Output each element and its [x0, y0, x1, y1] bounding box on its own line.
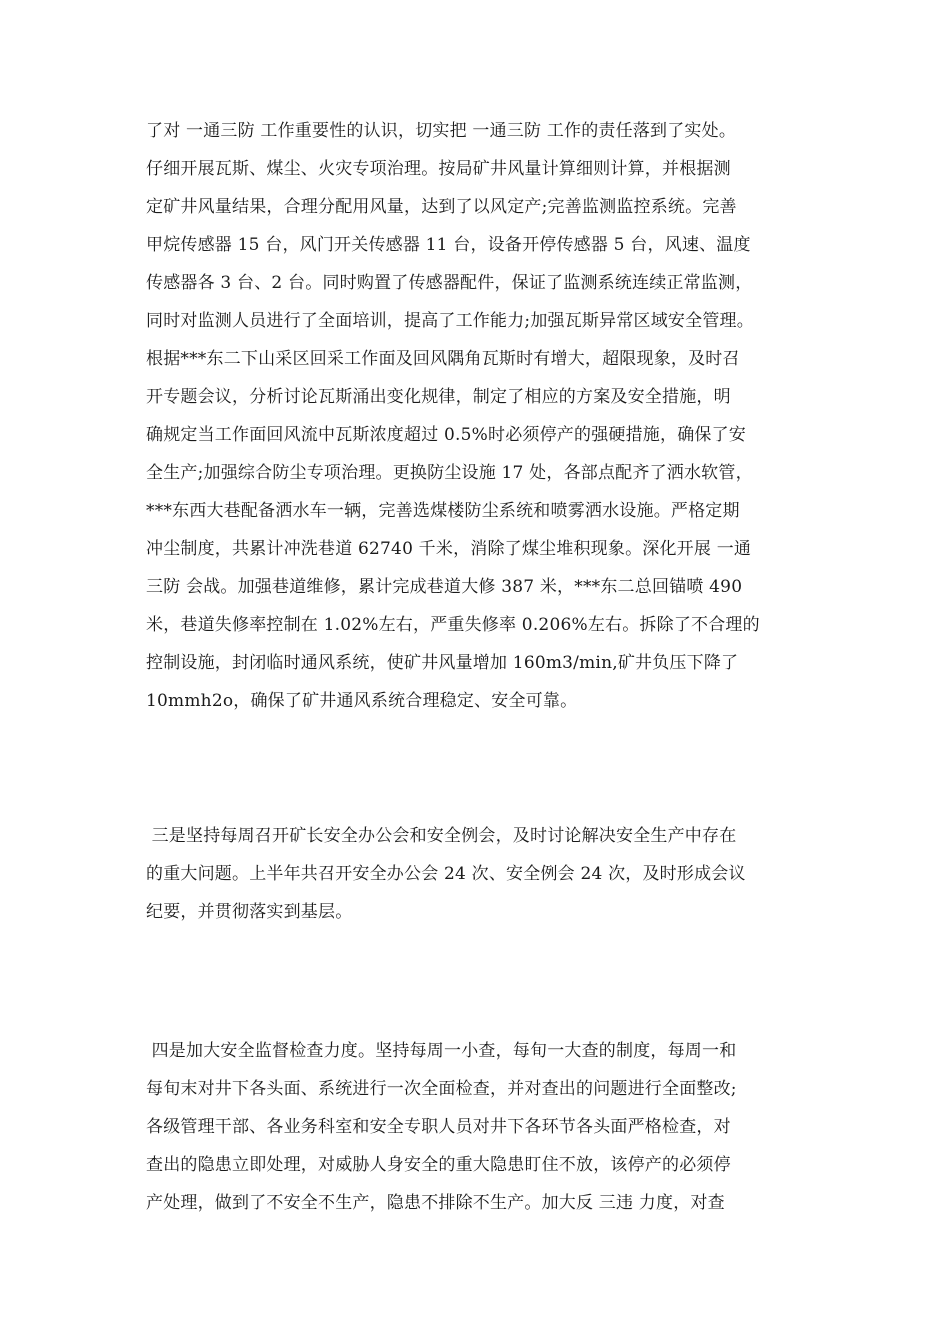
- body-text-line: 全生产;加强综合防尘专项治理。更换防尘设施 17 处，各部点配齐了洒水软管，: [146, 463, 753, 483]
- body-text-line: 冲尘制度，共累计冲洗巷道 62740 千米，消除了煤尘堆积现象。深化开展 一通: [146, 539, 752, 559]
- body-text-line: 纪要，并贯彻落实到基层。: [146, 902, 353, 922]
- body-text-line: 根据***东二下山采区回采工作面及回风隅角瓦斯时有增大，超限现象，及时召: [146, 349, 740, 369]
- body-text-line: 每旬末对井下各头面、系统进行一次全面检查，并对查出的问题进行全面整改;: [146, 1079, 737, 1099]
- body-text-line: 米，巷道失修率控制在 1.02%左右，严重失修率 0.206%左右。拆除了不合理的: [146, 615, 760, 635]
- body-text-line: ***东西大巷配备洒水车一辆，完善选煤楼防尘系统和喷雾洒水设施。严格定期: [146, 501, 740, 521]
- body-text-line: 甲烷传感器 15 台，风门开关传感器 11 台，设备开停传感器 5 台，风速、温度: [146, 235, 751, 255]
- body-text-line: 三是坚持每周召开矿长安全办公会和安全例会，及时讨论解决安全生产中存在: [146, 826, 737, 846]
- body-text-line: 产处理，做到了不安全不生产，隐患不排除不生产。加大反 三违 力度，对查: [146, 1193, 725, 1213]
- body-text-line: 控制设施，封闭临时通风系统，使矿井风量增加 160m3/min,矿井负压下降了: [146, 653, 739, 673]
- body-text-line: 同时对监测人员进行了全面培训，提高了工作能力;加强瓦斯异常区域安全管理。: [146, 311, 754, 331]
- body-text-line: 各级管理干部、各业务科室和安全专职人员对井下各环节各头面严格检查，对: [146, 1117, 731, 1137]
- body-text-line: 查出的隐患立即处理，对威胁人身安全的重大隐患盯住不放，该停产的必须停: [146, 1155, 731, 1175]
- body-text-line: 四是加大安全监督检查力度。坚持每周一小查，每旬一大查的制度，每周一和: [146, 1041, 737, 1061]
- body-text-line: 仔细开展瓦斯、煤尘、火灾专项治理。按局矿井风量计算细则计算，并根据测: [146, 159, 731, 179]
- body-text-line: 的重大问题。上半年共召开安全办公会 24 次、安全例会 24 次，及时形成会议: [146, 864, 746, 884]
- body-text-line: 开专题会议，分析讨论瓦斯涌出变化规律，制定了相应的方案及安全措施，明: [146, 387, 731, 407]
- body-text-line: 传感器各 3 台、2 台。同时购置了传感器配件，保证了监测系统连续正常监测，: [146, 273, 753, 293]
- body-text-line: 了对 一通三防 工作重要性的认识，切实把 一通三防 工作的责任落到了实处。: [146, 121, 737, 141]
- body-text-line: 10mmh2o，确保了矿井通风系统合理稳定、安全可靠。: [146, 691, 578, 711]
- body-text-line: 确规定当工作面回风流中瓦斯浓度超过 0.5%时必须停产的强硬措施，确保了安: [146, 425, 746, 445]
- body-text-line: 三防 会战。加强巷道维修，累计完成巷道大修 387 米，***东二总回锚喷 490: [146, 577, 743, 597]
- body-text-line: 定矿井风量结果，合理分配用风量，达到了以风定产;完善监测监控系统。完善: [146, 197, 737, 217]
